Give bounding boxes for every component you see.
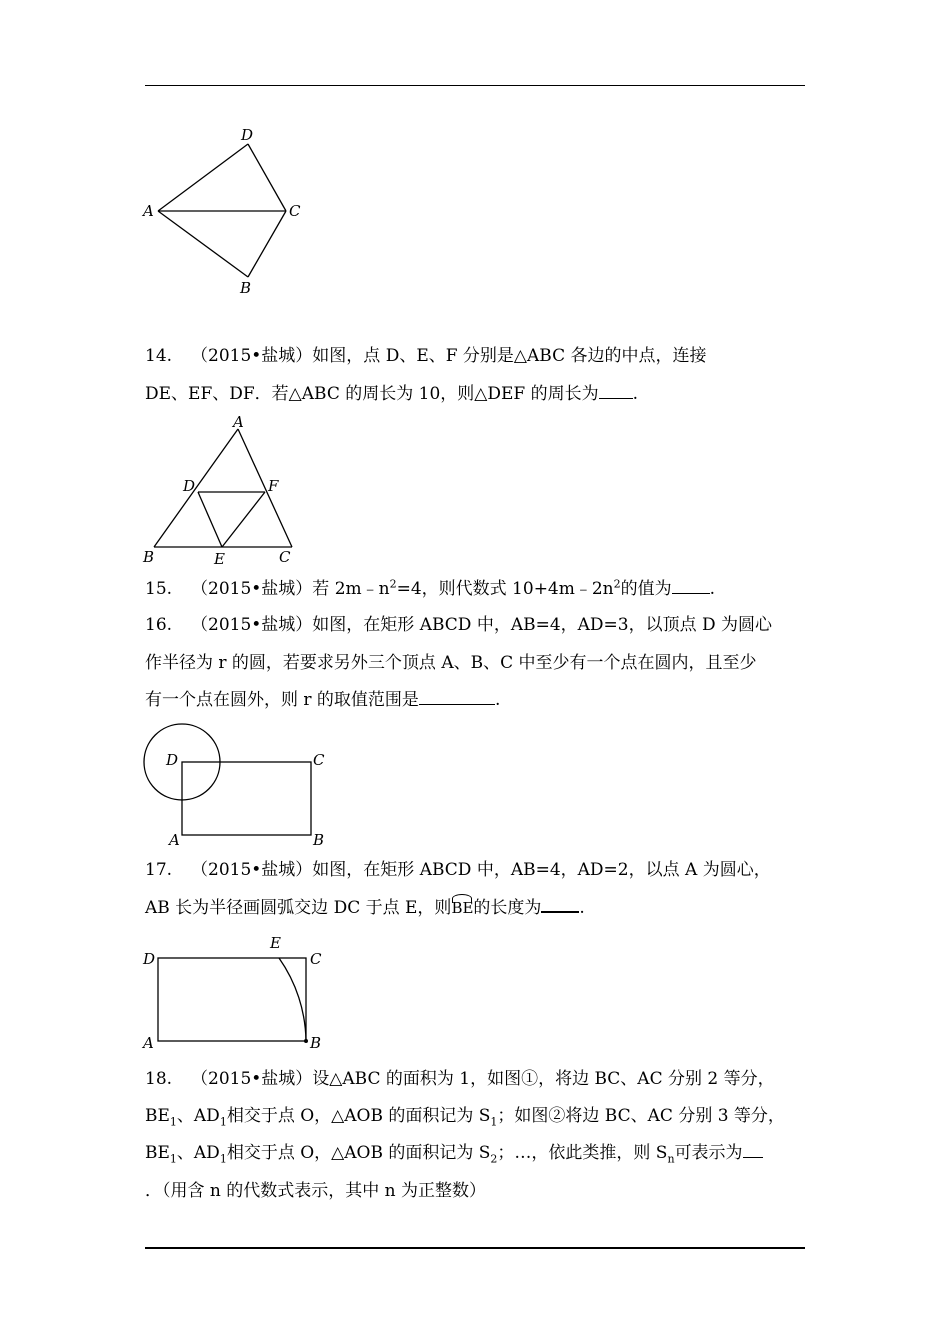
- q17-text-1: （2015•盐城）如图，在矩形 ABCD 中，AB=4，AD=2，以点 A 为圆心，: [191, 860, 771, 880]
- label-d: D: [143, 950, 156, 968]
- figure-17-rectangle-arc: [140, 930, 340, 1055]
- label-e: E: [214, 550, 225, 568]
- q18-text-2c: 相交于点 O，△AOB 的面积记为 S: [226, 1106, 491, 1126]
- q18-text-3a: BE: [145, 1143, 170, 1163]
- label-d: D: [166, 751, 179, 769]
- figure-13-quadrilateral: [140, 120, 340, 305]
- q17-line2: [145, 897, 585, 919]
- q15-text-3: 的值为: [620, 579, 672, 599]
- label-a: A: [169, 831, 180, 849]
- q14-answer-blank[interactable]: [599, 384, 633, 399]
- q14-line1: [145, 345, 707, 367]
- q16-text-2: 作半径为 r 的圆，若要求另外三个顶点 A、B、C 中至少有一个点在圆内，且至少: [145, 653, 757, 673]
- q14-number: 14.: [145, 346, 173, 366]
- label-c: C: [310, 950, 322, 968]
- q18-number: 18.: [145, 1069, 173, 1089]
- footer-rule: [145, 1247, 805, 1249]
- q18-text-3b: 、AD: [176, 1143, 220, 1163]
- segment-ac: [238, 429, 292, 547]
- label-f: F: [268, 477, 279, 495]
- q18-text-4: ．（用含 n 的代数式表示，其中 n 为正整数）: [145, 1181, 487, 1201]
- label-b: B: [240, 279, 252, 297]
- q16-number: 16.: [145, 615, 173, 635]
- q18-text-2d: ；如图②将边 BC、AC 分别 3 等分，: [497, 1106, 785, 1126]
- q18-text-3c: 相交于点 O，△AOB 的面积记为 S: [226, 1143, 491, 1163]
- figure-16-rectangle-circle: [140, 718, 340, 853]
- q16-answer-blank[interactable]: [419, 690, 495, 705]
- rectangle-abcd: [182, 762, 311, 835]
- label-a: A: [143, 202, 154, 220]
- q15-number: 15.: [145, 579, 173, 599]
- q14-text-1: （2015•盐城）如图，点 D、E、F 分别是△ABC 各边的中点，连接: [191, 346, 707, 366]
- arc-be-symbol: BE: [451, 899, 474, 917]
- point-b: [304, 1039, 308, 1043]
- q17-line1: [145, 859, 771, 881]
- label-a: A: [233, 413, 244, 431]
- q18-sub-3a: 1: [169, 1152, 177, 1166]
- label-b: B: [143, 548, 155, 566]
- q15-text-1: （2015•盐城）若 2m﹣n: [191, 579, 390, 599]
- q14-text-2: DE、EF、DF．若△ABC 的周长为 10，则△DEF 的周长为: [145, 384, 599, 404]
- segment-ef: [222, 492, 265, 547]
- header-rule: [145, 85, 805, 86]
- arc-be: [279, 958, 306, 1041]
- q18-answer-blank[interactable]: [743, 1143, 763, 1158]
- q17-number: 17.: [145, 860, 173, 880]
- q17-answer-blank[interactable]: [541, 897, 579, 913]
- label-d: D: [183, 477, 196, 495]
- q18-sub-2a: 1: [169, 1115, 177, 1129]
- rectangle-abcd: [158, 958, 306, 1041]
- q14-end: .: [632, 384, 638, 404]
- q15-sup-2: 2: [613, 577, 621, 591]
- q18-text-1: （2015•盐城）设△ABC 的面积为 1，如图①，将边 BC、AC 分别 2 等分，: [191, 1069, 775, 1089]
- q17-text-2a: AB 长为半径画圆弧交边 DC 于点 E，则: [145, 898, 452, 918]
- q18-sub-2b: 1: [219, 1115, 227, 1129]
- label-e: E: [270, 934, 281, 952]
- q14-line2: [145, 383, 638, 405]
- segment-ab: [154, 429, 238, 547]
- label-c: C: [289, 202, 301, 220]
- q15-text-2: =4，则代数式 10+4m﹣2n: [396, 579, 614, 599]
- q18-text-3d: ；…，依此类推，则 S: [497, 1143, 668, 1163]
- q16-text-3: 有一个点在圆外，则 r 的取值范围是: [145, 690, 419, 710]
- q18-sub-3c: 2: [490, 1152, 498, 1166]
- segment-bc: [248, 211, 286, 277]
- segment-de: [198, 492, 222, 547]
- q17-end: .: [579, 898, 585, 918]
- q18-sub-3d: n: [667, 1152, 675, 1166]
- segment-ad: [158, 144, 248, 211]
- label-a: A: [143, 1034, 154, 1052]
- q18-text-2a: BE: [145, 1106, 170, 1126]
- q18-line1: [145, 1068, 775, 1090]
- figure-14-triangle: [140, 415, 310, 570]
- label-c: C: [279, 548, 291, 566]
- label-c: C: [313, 751, 325, 769]
- q16-line1: [145, 614, 772, 636]
- q16-line3: [145, 689, 500, 711]
- q18-line3: [145, 1142, 763, 1164]
- label-d: D: [241, 126, 254, 144]
- q15-end: .: [709, 579, 716, 599]
- q16-text-1: （2015•盐城）如图，在矩形 ABCD 中，AB=4，AD=3，以顶点 D 为圆心: [191, 615, 773, 635]
- segment-dc: [248, 144, 286, 211]
- q18-sub-3b: 1: [219, 1152, 227, 1166]
- q18-line4: [145, 1180, 486, 1202]
- label-b: B: [313, 831, 325, 849]
- q18-sub-2c: 1: [490, 1115, 498, 1129]
- q17-text-2b: 的长度为: [473, 898, 542, 918]
- q15-sup-1: 2: [389, 577, 397, 591]
- q18-line2: [145, 1105, 785, 1127]
- q15-line1: [145, 578, 715, 600]
- q18-text-3e: 可表示为: [674, 1143, 743, 1163]
- q16-end: .: [494, 690, 501, 710]
- q15-answer-blank[interactable]: [672, 579, 710, 594]
- q18-text-2b: 、AD: [176, 1106, 220, 1126]
- q16-line2: [145, 652, 757, 674]
- segment-ab: [158, 211, 248, 277]
- label-b: B: [310, 1034, 322, 1052]
